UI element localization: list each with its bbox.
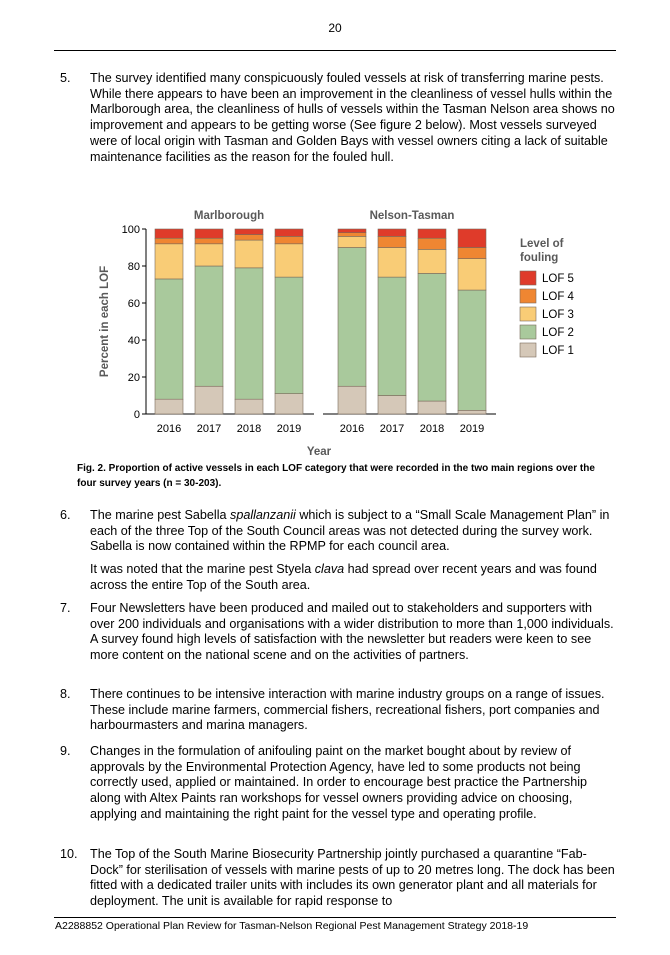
footer-rule [54,917,616,918]
legend-label: LOF 3 [542,309,574,321]
x-tick-label: 2018 [419,423,445,435]
bar-segment-lof-3 [458,259,486,290]
legend-label: LOF 1 [542,345,574,357]
x-tick-label: 2019 [276,423,302,435]
bar-segment-lof-1 [275,394,303,414]
bar-segment-lof-2 [275,277,303,394]
legend-swatch [520,271,536,285]
bar-segment-lof-2 [418,273,446,401]
bar-segment-lof-3 [338,236,366,247]
legend-title: Level of [520,238,564,250]
legend-swatch [520,289,536,303]
paragraph-number: 6. [60,508,71,522]
bar-segment-lof-4 [235,235,263,241]
y-axis-label: Percent in each LOF [99,265,111,378]
bar-segment-lof-4 [195,238,223,244]
bar-segment-lof-3 [195,244,223,266]
paragraph-number: 8. [60,687,71,701]
y-tick-label: 20 [127,372,140,384]
legend-label: LOF 2 [542,327,574,339]
bar-segment-lof-1 [155,399,183,414]
bar-segment-lof-5 [378,229,406,236]
panel-title: Marlborough [193,210,265,222]
paragraph-number: 10. [60,847,78,861]
bar-segment-lof-5 [275,229,303,236]
bar-segment-lof-3 [378,248,406,278]
lof-stacked-bar-chart [0,200,670,462]
paragraph-text: The Top of the South Marine Biosecurity Partnership jointly purchased a quarantine “Fab-Dock” for sterilisation of vessels with marine pests of up to 20 metres long. The dock has been fitted with a dedicated trailer units with includes its own generator plant and all materials for deployment. The unit is available for rapid response to [90,847,615,909]
y-tick-label: 0 [133,409,140,421]
bar-segment-lof-1 [378,396,406,415]
x-tick-label: 2017 [196,423,222,435]
paragraph-number: 9. [60,744,71,758]
bar-segment-lof-5 [155,229,183,238]
legend-swatch [520,325,536,339]
bar-segment-lof-1 [195,386,223,414]
legend-swatch [520,343,536,357]
y-tick-label: 60 [127,298,140,310]
bar-segment-lof-5 [235,229,263,235]
paragraph-8 [60,687,616,734]
bar-segment-lof-5 [418,229,446,238]
paragraph-text: The marine pest Sabella spallanzanii which is subject to a “Small Scale Management Plan” in each of the three Top of the South Council areas was not detected during the survey work. Sabella is now contained within the RPMP for each council area. [90,508,610,554]
header-rule [54,50,616,51]
paragraph-7 [60,601,616,664]
page-number: 20 [328,21,342,35]
bar-segment-lof-2 [338,248,366,387]
paragraph-text: Changes in the formulation of anifouling paint on the market bought about by review of approvals by the Environmental Protection Agency, have led to some products not being correctly used, applied or maintained. In order to encourage best practice the Partnership along with Altex Paints ran workshops for vessel owners providing advice on choosing, applying and maintaining the right paint for the vessel type and operating profile. [90,744,588,821]
x-tick-label: 2017 [379,423,405,435]
bar-segment-lof-2 [458,290,486,410]
bar-segment-lof-3 [275,244,303,277]
y-tick-label: 80 [127,261,140,273]
paragraph-5 [60,71,616,165]
bar-segment-lof-4 [378,236,406,247]
bar-segment-lof-3 [418,249,446,273]
paragraph-subtext: It was noted that the marine pest Styela clava had spread over recent years and was found across the entire Top of the South area. [90,562,597,592]
bar-segment-lof-2 [235,268,263,399]
x-tick-label: 2016 [339,423,365,435]
paragraph-text: There continues to be intensive interaction with marine industry groups on a range of issues. These include marine farmers, commercial fishers, recreational fishers, port companies and harbourmasters and marina managers. [90,687,605,733]
footer-text: A2288852 Operational Plan Review for Tasman-Nelson Regional Pest Management Strategy 2018-19 [55,920,529,932]
paragraph-10 [60,847,616,910]
figure-caption: Fig. 2. Proportion of active vessels in each LOF category that were recorded in the two main regions over the four survey years (n = 30-203). [77,463,595,489]
y-tick-label: 100 [121,224,140,236]
paragraph-text: The survey identified many conspicuously fouled vessels at risk of transferring marine pests. While there appears to have been an improvement in the cleanliness of vessel hulls within the Marlborough area, the cleanliness of hulls of vessels within the Tasman Nelson area shows no improvement and appears to be getting worse (See figure 2 below). Most vessels surveyed were of local origin with Tasman and Golden Bays with vessel owners citing a lack of suitable maintenance facilities as the reason for the fouled hull. [90,71,615,164]
bar-segment-lof-1 [235,399,263,414]
panel-title: Nelson-Tasman [369,210,455,222]
bar-segment-lof-5 [195,229,223,238]
x-tick-label: 2016 [156,423,182,435]
bar-segment-lof-4 [418,238,446,249]
bar-segment-lof-3 [155,244,183,279]
legend-swatch [520,307,536,321]
legend-label: LOF 5 [542,273,574,285]
x-tick-label: 2019 [459,423,485,435]
paragraph-6 [60,508,616,594]
bar-segment-lof-4 [458,248,486,259]
bar-segment-lof-1 [458,410,486,414]
bar-segment-lof-2 [195,266,223,386]
paragraph-number: 7. [60,601,71,615]
bar-segment-lof-4 [275,236,303,243]
bar-segment-lof-5 [338,229,366,233]
paragraph-number: 5. [60,71,71,85]
bar-segment-lof-5 [458,229,486,248]
paragraph-9 [60,744,616,823]
bar-segment-lof-2 [378,277,406,395]
bar-segment-lof-3 [235,240,263,268]
y-tick-label: 40 [127,335,140,347]
bar-segment-lof-4 [338,233,366,237]
bar-segment-lof-1 [418,401,446,414]
legend-label: LOF 4 [542,291,574,303]
x-tick-label: 2018 [236,423,262,435]
x-axis-label: Year [306,446,332,458]
bar-segment-lof-4 [155,238,183,244]
legend-title: fouling [520,252,559,264]
bar-segment-lof-1 [338,386,366,414]
paragraph-text: Four Newsletters have been produced and mailed out to stakeholders and supporters with over 200 individuals and organisations with a wider distribution to more than 1,000 individuals. A survey found high levels of satisfaction with the newsletter but readers were keen to see more content on the national scene and on the activities of partners. [90,601,614,663]
bar-segment-lof-2 [155,279,183,399]
